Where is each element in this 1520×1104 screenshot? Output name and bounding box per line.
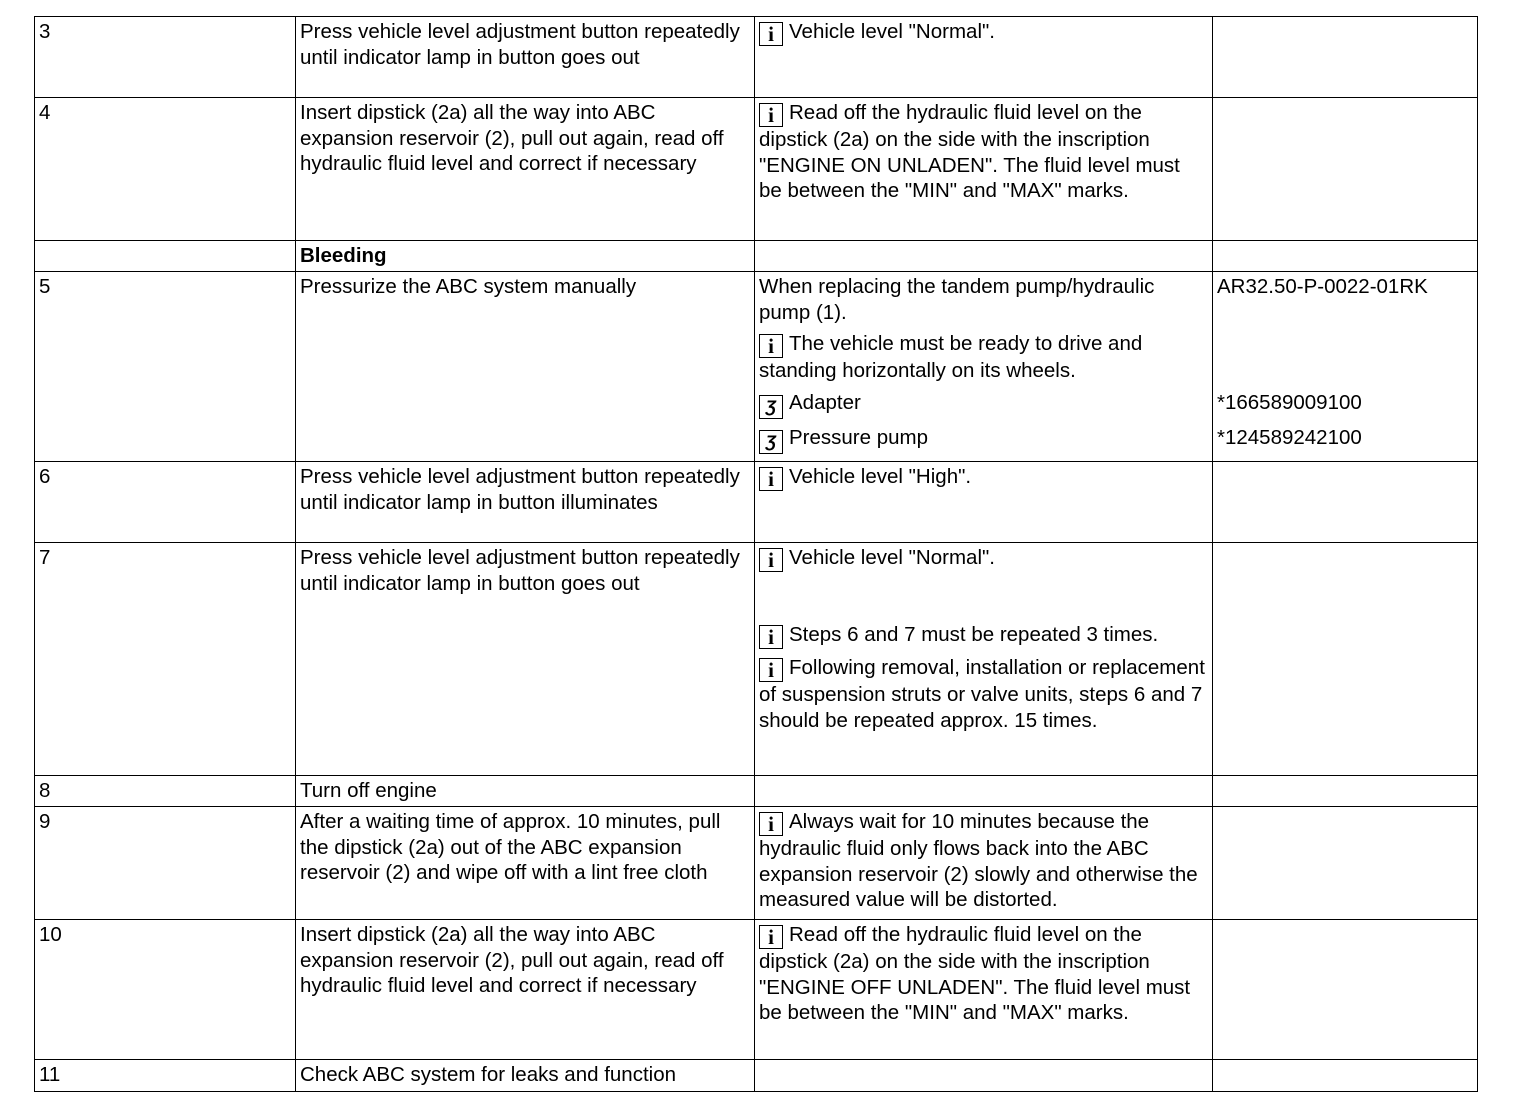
step-number: [35, 241, 296, 272]
step-number: 9: [35, 807, 296, 920]
action-text: Insert dipstick (2a) all the way into ABC expansion reservoir (2), pull out again, read off hydraulic fluid level and correct if necessary: [296, 920, 755, 1060]
info-icon: i: [759, 548, 783, 572]
info-icon: i: [759, 103, 783, 127]
procedure-table: [34, 16, 1478, 1092]
note-text: Vehicle level "Normal".: [789, 546, 995, 569]
notes-cell: [755, 462, 1213, 543]
info-icon: i: [759, 625, 783, 649]
step-number: 3: [35, 17, 296, 98]
note: [759, 19, 1208, 46]
table-row: [35, 272, 1478, 462]
reference-cell: [1213, 272, 1478, 462]
note-text: Read off the hydraulic fluid level on the dipstick (2a) on the side with the inscription "ENGINE OFF UNLADEN". The fluid level must be between the "MIN" and "MAX" marks.: [759, 923, 1191, 1024]
note-text: Always wait for 10 minutes because the hydraulic fluid only flows back into the ABC expansion reservoir (2) slowly and otherwise the measured value will be distorted.: [759, 810, 1198, 911]
notes-cell: [755, 543, 1213, 776]
note: [759, 809, 1208, 913]
section-heading-row: [35, 241, 1478, 272]
section-heading: Bleeding: [296, 241, 755, 272]
notes-cell: [755, 776, 1213, 807]
reference-cell: [1213, 1060, 1478, 1092]
reference-cell: [1213, 462, 1478, 543]
reference-cell: [1213, 807, 1478, 920]
table-row: [35, 776, 1478, 807]
reference-cell: [1213, 920, 1478, 1060]
action-text: Press vehicle level adjustment button repeatedly until indicator lamp in button goes out: [296, 543, 755, 776]
action-text: After a waiting time of approx. 10 minutes, pull the dipstick (2a) out of the ABC expansion reservoir (2) and wipe off with a lint free cloth: [296, 807, 755, 920]
info-icon: i: [759, 925, 783, 949]
tool-text: Pressure pump: [789, 425, 929, 449]
notes-cell: [755, 17, 1213, 98]
table-row: [35, 543, 1478, 776]
table-row: [35, 98, 1478, 241]
reference-cell: [1213, 98, 1478, 241]
note: [759, 331, 1208, 384]
info-icon: i: [759, 22, 783, 46]
note-text: Following removal, installation or replacement of suspension struts or valve units, steps 6 and 7 should be repeated approx. 15 times.: [759, 656, 1205, 732]
action-text: Insert dipstick (2a) all the way into ABC expansion reservoir (2), pull out again, read off hydraulic fluid level and correct if necessary: [296, 98, 755, 241]
notes-cell: [755, 920, 1213, 1060]
note-text: The vehicle must be ready to drive and standing horizontally on its wheels.: [759, 332, 1143, 382]
table-row: [35, 1060, 1478, 1092]
note: [759, 655, 1208, 733]
note-text: Vehicle level "Normal".: [789, 20, 995, 43]
note: [759, 100, 1208, 204]
note-text: Steps 6 and 7 must be repeated 3 times.: [789, 623, 1159, 646]
notes-cell: [755, 807, 1213, 920]
info-icon: i: [759, 812, 783, 836]
step-number: 11: [35, 1060, 296, 1092]
notes-cell: [755, 272, 1213, 462]
step-number: 6: [35, 462, 296, 543]
note-text: Vehicle level "High".: [789, 465, 972, 488]
notes-cell: [755, 98, 1213, 241]
note: [759, 922, 1208, 1026]
action-text: Press vehicle level adjustment button repeatedly until indicator lamp in button goes out: [296, 17, 755, 98]
action-text: Turn off engine: [296, 776, 755, 807]
note: [759, 622, 1208, 649]
tool-item: [759, 390, 1208, 419]
notes-cell: [755, 1060, 1213, 1092]
step-number: 5: [35, 272, 296, 462]
info-icon: i: [759, 334, 783, 358]
table-row: [35, 807, 1478, 920]
table-row: [35, 462, 1478, 543]
step-number: 8: [35, 776, 296, 807]
info-icon: i: [759, 658, 783, 682]
note-text: Read off the hydraulic fluid level on the dipstick (2a) on the side with the inscription "ENGINE ON UNLADEN". The fluid level must be between the "MIN" and "MAX" marks.: [759, 101, 1180, 202]
action-text: Check ABC system for leaks and function: [296, 1060, 755, 1092]
note: [759, 464, 1208, 491]
reference-cell: [1213, 241, 1478, 272]
intro-text: When replacing the tandem pump/hydraulic pump (1).: [759, 275, 1155, 324]
reference-cell: [1213, 776, 1478, 807]
step-number: 10: [35, 920, 296, 1060]
notes-cell: [755, 241, 1213, 272]
step-number: 4: [35, 98, 296, 241]
tool-item: [759, 425, 1208, 454]
table-row: [35, 920, 1478, 1060]
tool-text: Adapter: [789, 390, 861, 414]
step-number: 7: [35, 543, 296, 776]
tool-part-number: *124589242100: [1217, 426, 1362, 449]
reference-cell: [1213, 17, 1478, 98]
special-tool-icon: Ʒ: [759, 430, 783, 454]
table-row: [35, 17, 1478, 98]
info-icon: i: [759, 467, 783, 491]
action-text: Pressurize the ABC system manually: [296, 272, 755, 462]
action-text: Press vehicle level adjustment button repeatedly until indicator lamp in button illuminates: [296, 462, 755, 543]
tool-part-number: *166589009100: [1217, 390, 1362, 414]
document-reference: AR32.50-P-0022-01RK: [1217, 275, 1428, 298]
special-tool-icon: Ʒ: [759, 395, 783, 419]
note: [759, 545, 1208, 572]
reference-cell: [1213, 543, 1478, 776]
